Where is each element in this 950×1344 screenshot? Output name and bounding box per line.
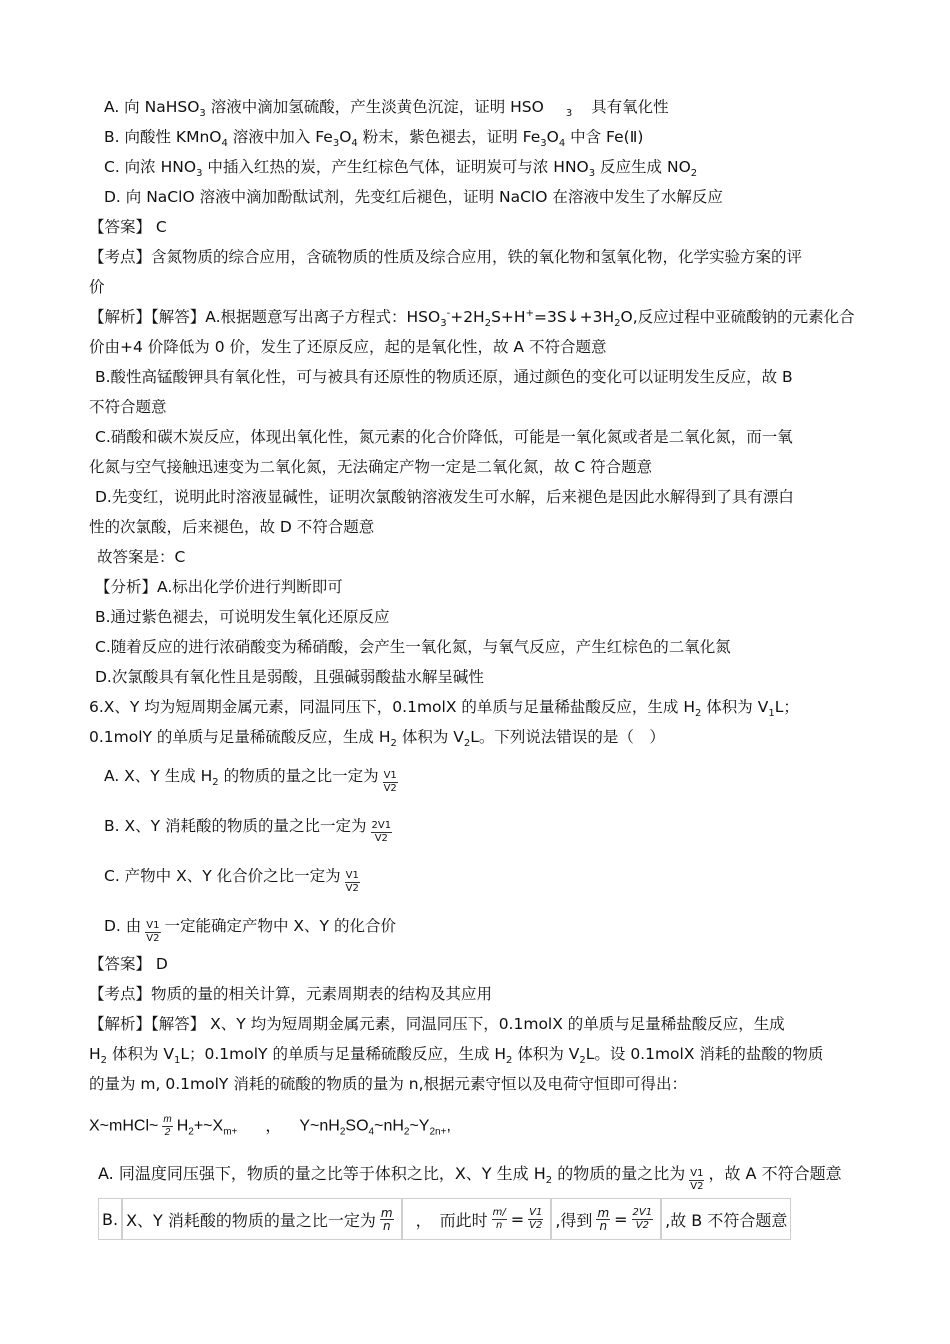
t: 反应生成 NO — [595, 158, 691, 176]
t: V2 — [374, 833, 388, 844]
t: Y~nH — [299, 1117, 340, 1135]
t: +2H — [450, 308, 485, 326]
t: 2 — [579, 1055, 586, 1066]
parse-6a — [98, 1162, 842, 1192]
t: 体积为 V — [107, 1045, 174, 1063]
t: V2 — [345, 883, 359, 894]
t: 3 — [199, 108, 206, 119]
t: + — [525, 308, 534, 319]
t: 2 — [690, 168, 698, 179]
fraction — [371, 820, 393, 845]
option-6d — [104, 914, 396, 944]
t: O — [339, 128, 352, 146]
question-6-line1 — [89, 697, 799, 717]
fraction-m-over-n — [596, 1207, 610, 1232]
t: = — [614, 1209, 628, 1229]
question-6-line2 — [89, 727, 665, 747]
t: - — [446, 308, 451, 319]
t: X~mHCl~ — [89, 1117, 159, 1135]
jiexi-5-line2: 价由+4 价降低为 0 价，发生了还原反应，起的是氧化性，故 A 不符合题意 — [89, 338, 607, 356]
jiexi-5-line7: D.先变红，说明此时溶液显碱性，证明次氯酸钠溶液发生可水解，后来褪色是因此水解得到了具有漂白 — [95, 488, 794, 506]
kaodian-5-cont: 价 — [89, 278, 105, 296]
t: 4 — [558, 138, 566, 149]
t: m+ — [223, 1126, 238, 1138]
t: m — [380, 1205, 393, 1220]
t: 2 — [100, 1055, 108, 1066]
parse-6b-cell-mid — [402, 1198, 552, 1240]
t: 一定能确定产物中 X、Y 的化合价 — [164, 917, 396, 935]
t: 2 — [390, 738, 397, 749]
t: 2 — [403, 1126, 410, 1138]
t: 2V1 — [632, 1206, 653, 1218]
t: = — [510, 1209, 525, 1229]
fenxi-5-line4: D.次氯酸具有氧化性且是弱酸，且强碱弱酸盐水解呈碱性 — [95, 668, 484, 686]
jiexi-6-line3: 的量为 m, 0.1molY 消耗的硫酸的物质的量为 n,根据元素守恒以及电荷守恒即可得出： — [89, 1075, 687, 1093]
t: V2 — [635, 1219, 649, 1231]
jiexi-6-line2 — [89, 1044, 823, 1064]
t: 体积为 V — [512, 1045, 580, 1063]
t: A. X、Y 生成 H — [104, 767, 213, 785]
t: L；0.1molY 的单质与足量稀硫酸反应，生成 H — [180, 1045, 507, 1063]
answer-6: 【答案】 D — [89, 955, 168, 973]
t: 4 — [368, 1126, 375, 1138]
t: m — [163, 1114, 172, 1125]
t: 1 — [174, 1055, 181, 1066]
t: L； — [774, 698, 799, 716]
t: 的物质的量之比一定为 — [218, 767, 379, 785]
t: 2 — [339, 1126, 346, 1138]
t: m — [597, 1205, 610, 1220]
t: ， 而此时 — [415, 1210, 488, 1230]
t: H — [176, 1117, 189, 1135]
t: 3 — [332, 138, 340, 149]
jiexi-6-line1: 【解析】【解答】 X、Y 均为短周期金属元素，同温同压下，0.1molX 的单质与足量稀盐酸反应，生成 — [89, 1015, 785, 1033]
option-5d: D. 向 NaClO 溶液中滴加酚酞试剂，先变红后褪色，证明 NaClO 在溶液中发生了水解反应 — [104, 188, 723, 206]
t: B. — [102, 1209, 119, 1229]
t: 3 — [440, 318, 447, 329]
fraction — [689, 1168, 704, 1193]
fenxi-5-line3: C.随着反应的进行浓硝酸变为稀硝酸，会产生一氧化氮，与氧气反应，产生红棕色的二氧化氮 — [95, 638, 731, 656]
t: V1 — [690, 1168, 704, 1179]
t: 体积为 V — [701, 698, 769, 716]
t: 6.X、Y 均为短周期金属元素，同温同压下，0.1molX 的单质与足量稀盐酸反应，生成 H — [89, 698, 695, 716]
t: 中含 Fe(Ⅱ) — [565, 128, 644, 146]
t: V2 — [146, 933, 160, 944]
fraction-m-over-2 — [162, 1114, 172, 1139]
t: 4 — [351, 138, 358, 149]
fraction-v1-over-v2 — [528, 1207, 543, 1232]
t: 2 — [164, 1127, 171, 1138]
fraction-m-over-n — [380, 1207, 394, 1232]
t: ，故 A 不符合题意 — [708, 1164, 842, 1183]
t: C. 向浓 HNO — [104, 158, 197, 176]
t: ,得到 — [555, 1210, 593, 1230]
t: D. 由 — [104, 917, 142, 935]
fraction — [383, 770, 398, 795]
t: 2 — [614, 318, 621, 329]
t: 3 — [565, 108, 573, 119]
t: 粉末，紫色褪去，证明 Fe — [357, 128, 541, 146]
t: ， — [265, 1117, 282, 1135]
t: B. X、Y 消耗酸的物质的量之比一定为 — [104, 817, 367, 835]
t: V1 — [383, 770, 397, 781]
t: L。下列说法错误的是（ ） — [470, 728, 665, 746]
option-5c — [104, 157, 697, 177]
t: H — [89, 1045, 101, 1063]
answer-5: 【答案】 C — [89, 218, 167, 236]
fraction-m-half-over-n — [492, 1207, 507, 1232]
t: 体积为 V — [396, 728, 464, 746]
t: 4 — [221, 138, 228, 149]
t: 中插入红热的炭，产生红棕色气体，证明炭可与浓 HNO — [202, 158, 589, 176]
t: 【解析】【解答】A.根据题意写出离子方程式：HSO — [89, 308, 441, 326]
t: 3 — [196, 168, 203, 179]
t: 具有氧化性 — [586, 98, 669, 116]
t: B. 向酸性 KMnO — [104, 128, 222, 146]
fenxi-5-line2: B.通过紫色褪去，可说明发生氧化还原反应 — [95, 608, 390, 626]
t: / — [502, 1206, 506, 1218]
t: 的物质的量之比为 — [552, 1164, 686, 1183]
t: =3S↓+3H — [533, 308, 615, 326]
jiexi-5-line6: 化氮与空气接触迅速变为二氧化氮，无法确定产物一定是二氧化氮，故 C 符合题意 — [89, 458, 653, 476]
t: 溶液中滴加氢硫酸，产生淡黄色沉淀，证明 HSO — [205, 98, 544, 116]
t: 1 — [768, 708, 775, 719]
t: O — [546, 128, 559, 146]
equation-line — [89, 1114, 451, 1139]
t: V2 — [690, 1181, 704, 1192]
t: A. 向 NaHSO — [104, 98, 200, 116]
jiexi-5-line3: B.酸性高锰酸钾具有氧化性，可与被具有还原性的物质还原，通过颜色的变化可以证明发生反应，故 B — [95, 368, 793, 386]
t: L。设 0.1molX 消耗的盐酸的物质 — [585, 1045, 824, 1063]
kaodian-6: 【考点】物质的量的相关计算，元素周期表的结构及其应用 — [89, 985, 493, 1003]
t: SO — [345, 1117, 369, 1135]
jiexi-5-line5: C.硝酸和碳木炭反应，体现出氧化性，氮元素的化合价降低，可能是一氧化氮或者是二氧化氮，而一氧 — [95, 428, 793, 446]
t: V1 — [529, 1206, 543, 1218]
kaodian-5: 【考点】含氮物质的综合应用，含硫物质的性质及综合应用，铁的氧化物和氢氧化物，化学实验方案的评 — [89, 248, 803, 266]
t: 2 — [506, 1055, 513, 1066]
t: 溶液中加入 Fe — [227, 128, 333, 146]
t: 2V1 — [371, 820, 392, 831]
t: 3 — [540, 138, 547, 149]
t: n — [599, 1218, 608, 1233]
option-6a — [104, 764, 402, 794]
t: n — [496, 1219, 503, 1231]
jiexi-5-line4: 不符合题意 — [89, 398, 167, 416]
fraction — [345, 870, 360, 895]
t: A. 同温度同压强下，物质的量之比等于体积之比，X、Y 生成 H — [98, 1164, 546, 1183]
t: 2 — [188, 1126, 194, 1138]
jiexi-5-line8: 性的次氯酸，后来褪色，故 D 不符合题意 — [89, 518, 375, 536]
t: S+H — [491, 308, 526, 326]
parse-6b-cell-label — [98, 1198, 122, 1240]
parse-6b-cell-text — [122, 1198, 402, 1240]
t: 2 — [463, 738, 471, 749]
parse-6b-table-row — [98, 1198, 791, 1240]
t: n — [382, 1218, 391, 1233]
t: 2 — [484, 318, 492, 329]
option-6b — [104, 814, 396, 844]
t: V1 — [146, 920, 160, 931]
option-6c — [104, 864, 364, 894]
t: ~nH — [374, 1117, 404, 1135]
fraction-2v1-over-v2 — [632, 1207, 654, 1232]
final-answer-5: 故答案是：C — [97, 548, 186, 566]
t: 2 — [545, 1175, 553, 1186]
t: , — [446, 1117, 451, 1135]
t: 2 — [694, 708, 702, 719]
t: ~Y — [409, 1117, 430, 1135]
t: m — [492, 1206, 503, 1218]
option-5b — [104, 127, 643, 147]
t: 0.1molY 的单质与足量稀硫酸反应，生成 H — [89, 728, 391, 746]
fenxi-5-line1: 【分析】A.标出化学价进行判断即可 — [95, 578, 343, 596]
fraction — [145, 920, 160, 945]
option-5a — [104, 97, 669, 117]
t: V2 — [383, 783, 397, 794]
t: 3 — [588, 168, 596, 179]
jiexi-5-line1 — [89, 307, 855, 327]
parse-6b-cell-result — [551, 1198, 661, 1240]
t: 2n+ — [429, 1126, 447, 1138]
t: V1 — [345, 870, 359, 881]
t: ,故 B 不符合题意 — [665, 1210, 788, 1230]
t: +~X — [193, 1117, 224, 1135]
t: O,反应过程中亚硫酸钠的元素化合 — [620, 308, 855, 326]
t: 2 — [212, 777, 219, 788]
parse-6b-cell-end — [661, 1198, 791, 1240]
t: C. 产物中 X、Y 化合价之比一定为 — [104, 867, 341, 885]
t: X、Y 消耗酸的物质的量之比一定为 — [126, 1210, 376, 1230]
t: V2 — [529, 1219, 543, 1231]
t — [492, 1207, 507, 1220]
